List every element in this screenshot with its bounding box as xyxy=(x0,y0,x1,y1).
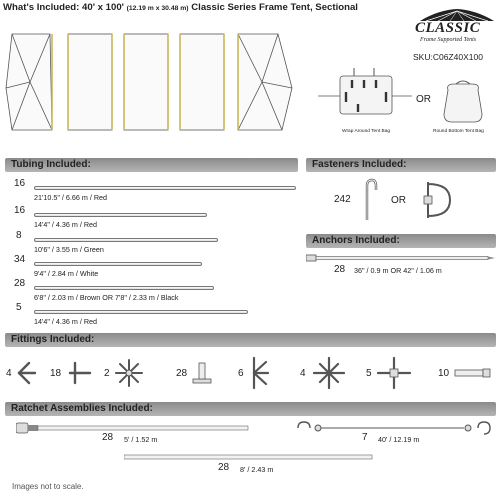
ratchet-qty: 7 xyxy=(362,432,368,443)
fitting-qty: 4 xyxy=(6,368,12,379)
tube-bar xyxy=(34,238,218,242)
anchors-section-header: Anchors Included: xyxy=(306,234,496,248)
fitting-qty: 5 xyxy=(366,368,372,379)
anchor-qty: 28 xyxy=(334,264,346,275)
fittings-section-header: Fittings Included: xyxy=(5,333,496,347)
anchor-stake-icon xyxy=(306,253,496,263)
wrap-tent-bag-icon xyxy=(318,68,412,126)
fitting-qty: 6 xyxy=(238,368,244,379)
tube-bar xyxy=(34,310,248,314)
round-tent-bag-icon xyxy=(440,80,486,126)
ratchet-cable-icon xyxy=(296,420,492,436)
base-plate-icon xyxy=(192,360,212,386)
pin-fitting-icon xyxy=(454,366,492,380)
arrow-fitting-icon xyxy=(16,360,38,386)
ratchet-label: 5' / 1.52 m xyxy=(124,435,158,444)
star-fitting-icon xyxy=(114,358,144,388)
tent-panels-diagram xyxy=(0,28,300,136)
bag-or-text: OR xyxy=(416,94,431,105)
fastener-or-text: OR xyxy=(391,195,406,206)
tube-bar xyxy=(34,262,202,266)
fitting-qty: 18 xyxy=(50,368,62,379)
ridge-fitting-icon xyxy=(246,356,270,390)
tube-bar xyxy=(34,213,207,217)
fitting-qty: 10 xyxy=(438,368,450,379)
wrap-bag-caption: Wrap Around Tent Bag xyxy=(342,129,391,134)
fitting-qty: 2 xyxy=(104,368,110,379)
tube-bar xyxy=(34,186,296,190)
ratchet-qty: 28 xyxy=(102,432,114,443)
sku-label: SKU:C06Z40X100 xyxy=(413,52,483,62)
ratchet-strap-long-icon xyxy=(124,452,374,462)
cross-fitting-icon xyxy=(312,356,346,390)
fitting-qty: 28 xyxy=(176,368,188,379)
fitting-qty: 4 xyxy=(300,368,306,379)
tubing-section-header: Tubing Included: xyxy=(5,158,298,172)
fasteners-section-header: Fasteners Included: xyxy=(306,158,496,172)
ratchet-qty: 28 xyxy=(218,462,230,473)
d-ring-pin-icon xyxy=(420,180,456,220)
logo-tagline: Frame Supported Tents xyxy=(420,37,477,43)
ratchet-section-header: Ratchet Assemblies Included: xyxy=(5,402,496,416)
fastener-qty: 242 xyxy=(334,194,351,205)
page-title: What's Included: 40' x 100' (12.19 m x 30.48 m) Classic Series Frame Tent, Sectional xyxy=(3,2,358,13)
round-bag-caption: Round Bottom Tent Bag xyxy=(433,129,484,134)
tube-bar xyxy=(34,286,214,290)
ratchet-label: 40' / 12.19 m xyxy=(378,435,420,444)
four-way-fitting-icon xyxy=(376,356,412,390)
tee-fitting-icon xyxy=(66,360,92,386)
j-hook-stake-icon xyxy=(362,178,378,222)
logo-text: CLASSIC xyxy=(415,20,481,36)
ratchet-label: 8' / 2.43 m xyxy=(240,465,274,474)
scale-note: Images not to scale. xyxy=(12,482,84,491)
anchor-label: 36" / 0.9 m OR 42" / 1.06 m xyxy=(354,266,442,275)
ratchet-strap-short-icon xyxy=(16,420,250,436)
